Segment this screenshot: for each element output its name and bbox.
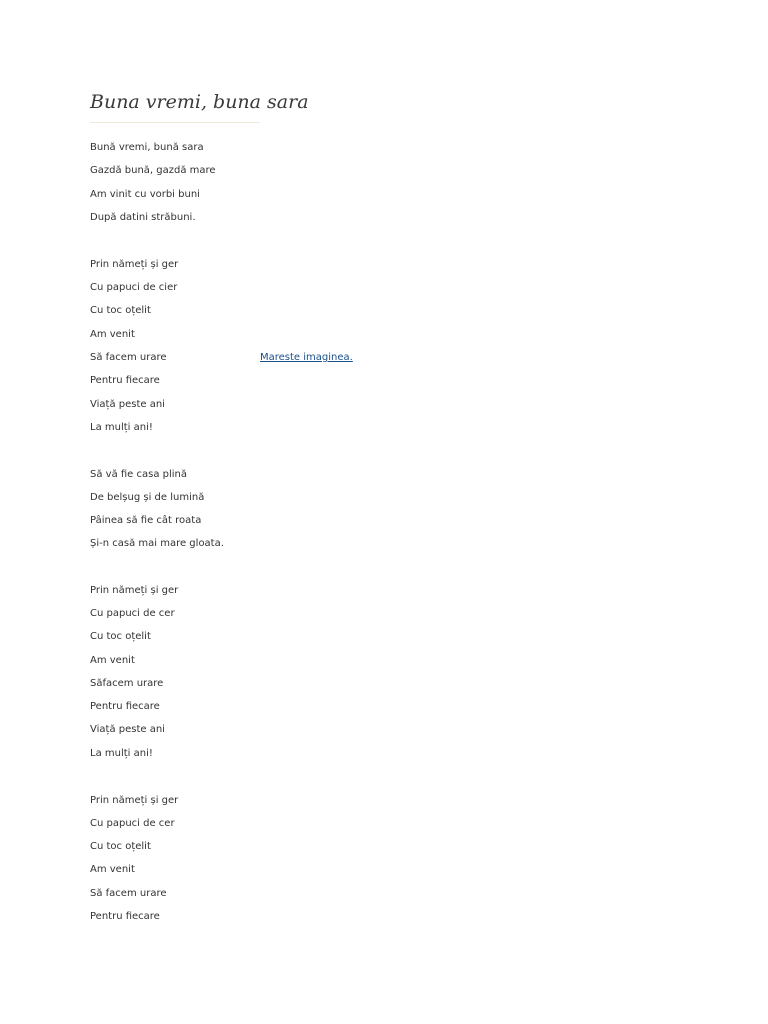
lyric-line: Am vinit cu vorbi buni — [90, 189, 200, 200]
lyric-line: De belșug și de lumină — [90, 492, 205, 503]
lyric-line: La mulți ani! — [90, 748, 153, 759]
title-divider — [90, 122, 260, 123]
lyric-line: Și-n casă mai mare gloata. — [90, 538, 224, 549]
lyric-line: Am venit — [90, 655, 135, 666]
lyric-line: Să vă fie casa plină — [90, 469, 188, 480]
lyric-line: Prin nămeți și ger — [90, 259, 179, 270]
lyric-line: Am venit — [90, 329, 135, 340]
lyric-line: Cu papuci de cer — [90, 818, 175, 829]
lyric-line: Viață peste ani — [90, 724, 165, 735]
lyric-line: Cu toc oțelit — [90, 841, 151, 852]
lyric-line: Pentru fiecare — [90, 701, 160, 712]
lyric-line: Prin nămeți și ger — [90, 795, 179, 806]
lyric-line: Să facem urare — [90, 888, 167, 899]
lyric-line: Pentru fiecare — [90, 911, 160, 922]
lyric-line: Viață peste ani — [90, 399, 165, 410]
lyric-line: Cu papuci de cer — [90, 608, 175, 619]
lyric-line: Săfacem urare — [90, 678, 164, 689]
lyric-line: Cu papuci de cier — [90, 282, 178, 293]
page-title: Buna vremi, buna sara — [90, 91, 309, 113]
lyric-line: Cu toc oțelit — [90, 305, 151, 316]
lyric-line: Să facem urare — [90, 352, 167, 363]
lyric-line: Pentru fiecare — [90, 375, 160, 386]
lyric-line: Bună vremi, bună sara — [90, 142, 204, 153]
lyric-line: Am venit — [90, 864, 135, 875]
lyric-line: După datini străbuni. — [90, 212, 196, 223]
lyric-line: Pâinea să fie cât roata — [90, 515, 202, 526]
lyric-line: Cu toc oțelit — [90, 631, 151, 642]
lyric-line: Prin nămeți și ger — [90, 585, 179, 596]
lyric-line: La mulți ani! — [90, 422, 153, 433]
enlarge-image-link[interactable]: Mareste imaginea. — [260, 352, 353, 363]
lyric-line: Gazdă bună, gazdă mare — [90, 165, 216, 176]
